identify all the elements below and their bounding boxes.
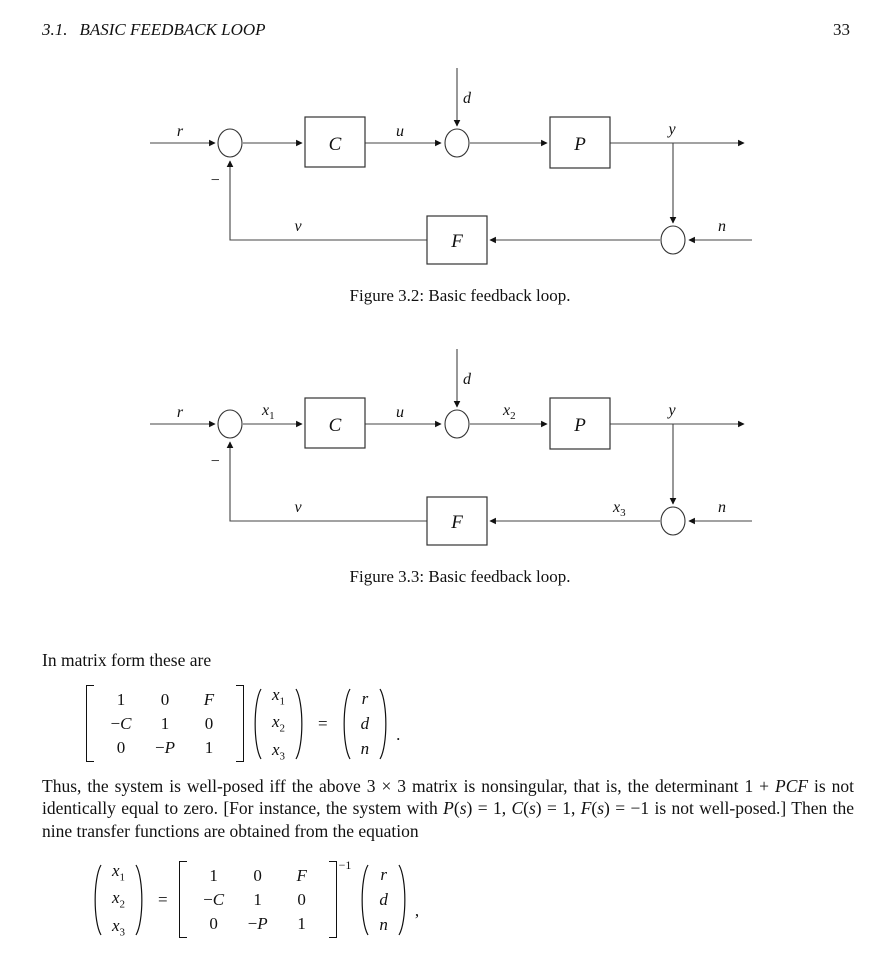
text-segment: ( bbox=[591, 798, 598, 819]
matrix-cell: 0 bbox=[160, 689, 170, 709]
vector-entry: $x_2$ bbox=[112, 888, 126, 911]
block-label-P: P bbox=[574, 134, 586, 155]
vector-entry: r bbox=[380, 864, 387, 884]
left-paren bbox=[90, 863, 103, 937]
text-segment: Thus, the system is well-posed iff the above 3 × 3 matrix is nonsingular, that is, the determinant bbox=[42, 776, 745, 796]
signal-label-r: r bbox=[176, 123, 184, 140]
summing-junction-2 bbox=[445, 410, 469, 438]
minus-sign: − bbox=[209, 453, 221, 470]
vector-entry: $x_1$ bbox=[272, 685, 286, 708]
block-label-C: C bbox=[328, 134, 342, 155]
right-paren bbox=[378, 687, 391, 761]
matrix-cell: 0 bbox=[116, 737, 126, 757]
text-segment: F bbox=[580, 798, 592, 819]
summing-junction-1 bbox=[218, 410, 242, 438]
matrix-cell: 1 bbox=[116, 689, 126, 709]
signal-label-u: u bbox=[396, 123, 404, 140]
signal-label-d: d bbox=[463, 371, 471, 388]
equation-terminator: . bbox=[396, 724, 401, 744]
signal-label-y: y bbox=[668, 121, 676, 138]
summing-junction-2 bbox=[445, 129, 469, 157]
figure-3-3-diagram bbox=[145, 347, 760, 557]
signal-label-y: y bbox=[668, 402, 676, 419]
matrix-cell: F bbox=[296, 865, 307, 885]
left-square-bracket bbox=[179, 861, 187, 938]
equals-sign: = bbox=[318, 713, 328, 733]
text-segment: s bbox=[528, 798, 536, 819]
right-square-bracket bbox=[329, 861, 337, 938]
vector-entry: $x_1$ bbox=[112, 861, 126, 884]
summing-junction-3 bbox=[661, 226, 685, 254]
input-vector bbox=[370, 865, 397, 935]
vector-entry: $x_2$ bbox=[272, 712, 286, 735]
input-vector bbox=[352, 689, 379, 759]
vector-entry: d bbox=[379, 889, 388, 909]
lead-in-text: In matrix form these are bbox=[42, 650, 212, 670]
figure-3-2-caption: Figure 3.2: Basic feedback loop. bbox=[349, 286, 571, 305]
matrix-cell: 1 bbox=[160, 713, 170, 733]
right-paren bbox=[397, 863, 410, 937]
text-segment: s bbox=[459, 798, 467, 819]
matrix-cell: 0 bbox=[204, 713, 214, 733]
coefficient-matrix bbox=[98, 690, 232, 758]
matrix-cell: 1 bbox=[209, 865, 218, 885]
section-title: BASIC FEEDBACK LOOP bbox=[79, 20, 266, 39]
text-segment: C bbox=[511, 798, 524, 819]
matrix-equation-1 bbox=[86, 685, 400, 762]
matrix-cell: 1 bbox=[204, 737, 214, 757]
signal-label-r: r bbox=[176, 404, 184, 421]
vector-entry: d bbox=[360, 713, 370, 733]
signal-label-v: v bbox=[294, 499, 302, 516]
signal-label-n: n bbox=[718, 499, 726, 516]
signal-label-x1: $x_1$ bbox=[262, 402, 275, 422]
page-header bbox=[42, 20, 850, 40]
matrix-cell: −P bbox=[155, 737, 175, 757]
vector-entry: r bbox=[361, 688, 369, 708]
matrix-cell: 0 bbox=[297, 889, 306, 909]
vector-entry: $x_3$ bbox=[112, 915, 126, 939]
equals-sign: = bbox=[158, 889, 168, 909]
figure-3-3-caption: Figure 3.3: Basic feedback loop. bbox=[349, 567, 571, 586]
left-paren bbox=[357, 863, 370, 937]
text-segment: ( bbox=[453, 798, 460, 819]
inverse-exponent: −1 bbox=[338, 858, 352, 872]
signal-label-u: u bbox=[396, 404, 404, 421]
summing-junction-1 bbox=[218, 129, 242, 157]
page-number: 33 bbox=[833, 20, 850, 39]
state-vector bbox=[263, 685, 294, 762]
matrix-cell: 1 bbox=[297, 913, 306, 933]
block-label-P: P bbox=[574, 415, 586, 436]
vector-entry: n bbox=[379, 914, 388, 934]
signal-label-x3: $x_3$ bbox=[613, 499, 626, 519]
matrix-cell: 0 bbox=[253, 865, 262, 885]
signal-label-n: n bbox=[718, 218, 726, 235]
left-paren bbox=[339, 687, 352, 761]
equation-terminator: , bbox=[414, 900, 420, 920]
text-segment: ( bbox=[523, 798, 529, 819]
matrix-cell: 0 bbox=[209, 913, 218, 933]
right-paren bbox=[294, 687, 307, 761]
matrix-cell: F bbox=[203, 689, 215, 709]
matrix-cell: −C bbox=[110, 713, 132, 733]
block-label-F: F bbox=[451, 512, 463, 533]
block-label-C: C bbox=[328, 415, 342, 436]
wire-feedback-v bbox=[230, 161, 427, 240]
figure-3-2-diagram bbox=[145, 66, 760, 276]
text-segment: is not identically equal to zero. [For instance, the system with bbox=[42, 776, 854, 819]
body-paragraph bbox=[42, 775, 854, 842]
vector-entry: n bbox=[360, 738, 370, 758]
text-segment: P bbox=[443, 798, 454, 819]
state-vector bbox=[103, 861, 134, 938]
signal-label-d: d bbox=[463, 90, 471, 107]
text-segment: s bbox=[597, 798, 605, 819]
text-segment: ) = 1, bbox=[466, 798, 512, 819]
matrix-equation-2 bbox=[90, 858, 420, 939]
matrix-cell: −P bbox=[247, 913, 268, 933]
matrix-cell: 1 bbox=[253, 889, 262, 909]
vector-entry: $x_3$ bbox=[272, 739, 286, 763]
text-segment: ) = 1, bbox=[535, 798, 581, 819]
coefficient-matrix bbox=[191, 866, 325, 934]
wire-feedback-v bbox=[230, 442, 427, 521]
left-paren bbox=[250, 687, 263, 761]
text-segment: PCF bbox=[775, 776, 809, 796]
right-square-bracket bbox=[236, 685, 244, 762]
text-segment: ) = −1 is not well-posed.] Then the nine transfer functions are obtained from the equation bbox=[42, 798, 855, 841]
signal-label-v: v bbox=[294, 218, 302, 235]
right-paren bbox=[134, 863, 147, 937]
signal-label-x2: $x_2$ bbox=[503, 402, 516, 422]
section-number: 3.1. bbox=[42, 20, 68, 39]
section-heading bbox=[42, 20, 266, 40]
matrix-cell: −C bbox=[203, 889, 225, 909]
summing-junction-3 bbox=[661, 507, 685, 535]
left-square-bracket bbox=[86, 685, 94, 762]
text-segment: 1 + bbox=[744, 776, 775, 796]
block-label-F: F bbox=[451, 231, 463, 252]
minus-sign: − bbox=[209, 172, 221, 189]
